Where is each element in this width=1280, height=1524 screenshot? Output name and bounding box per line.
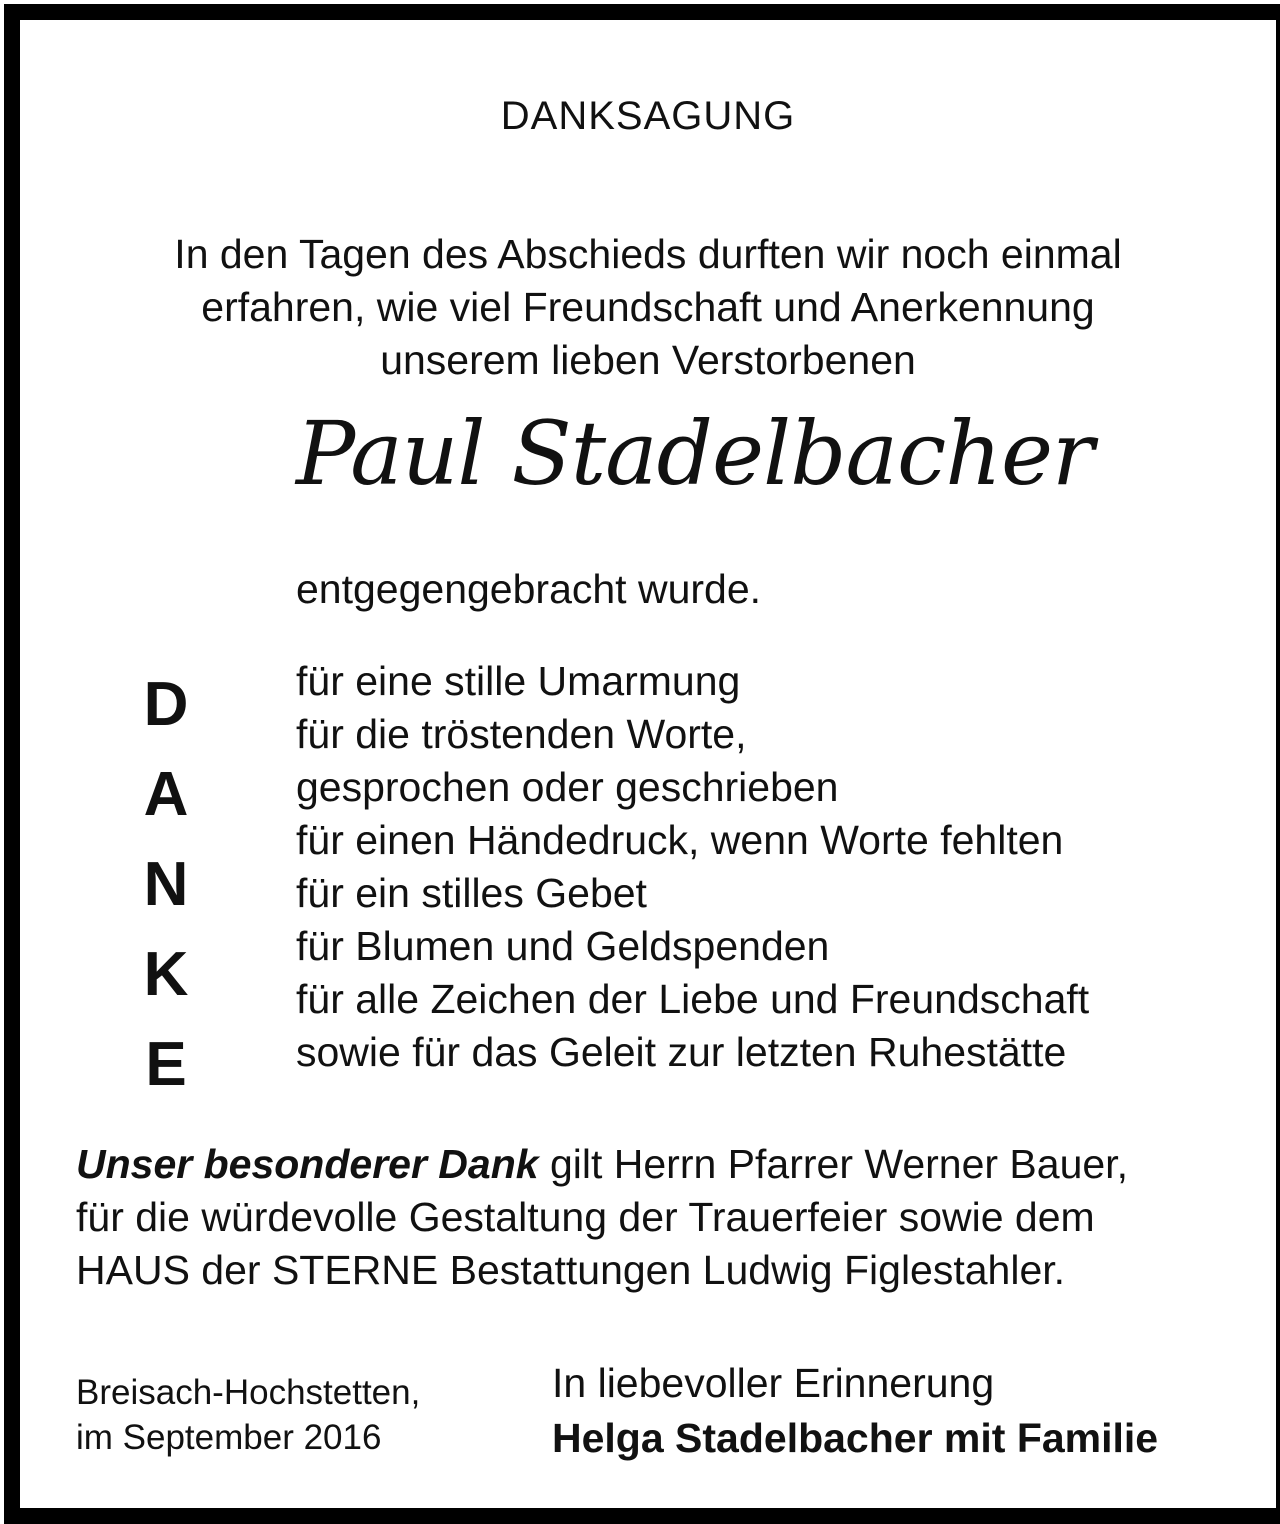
special-thanks-emphasis: Unser besonderer Dank [76,1141,539,1187]
intro-text [20,228,1276,387]
special-thanks-line: HAUS der STERNE Bestattungen Ludwig Figlestahler. [76,1247,1066,1293]
thanks-line: für einen Händedruck, wenn Worte fehlten [296,817,1064,863]
signature [552,1356,1158,1466]
intro-line: In den Tagen des Abschieds durften wir noch einmal [174,231,1122,277]
special-thanks-line: für die würdevolle Gestaltung der Trauerfeier sowie dem [76,1194,1095,1240]
memory-line: In liebevoller Erinnerung [552,1360,995,1406]
received-line: entgegengebracht wurde. [296,566,762,612]
place-date [76,1370,420,1460]
date: im September 2016 [76,1418,382,1457]
family-line: Helga Stadelbacher mit Familie [552,1415,1159,1461]
special-thanks-line1-rest: gilt Herrn Pfarrer Werner Bauer, [538,1141,1128,1187]
danke-acrostic [136,660,196,1110]
place: Breisach-Hochstetten, [76,1373,421,1412]
thanks-list [296,655,1089,1079]
thanks-line: für die tröstenden Worte, [296,711,747,757]
acrostic-letter: K [143,940,189,1009]
thanks-line: gesprochen oder geschrieben [296,764,839,810]
thanks-line: für ein stilles Gebet [296,870,647,916]
deceased-name: Paul Stadelbacher [296,402,1094,505]
acrostic-letter: A [143,760,189,829]
thanks-line: für Blumen und Geldspenden [296,923,830,969]
thanks-line: für eine stille Umarmung [296,658,741,704]
thanks-line: für alle Zeichen der Liebe und Freundschaft [296,976,1090,1022]
acrostic-letter: D [143,670,189,739]
intro-line: unserem lieben Verstorbenen [380,337,916,383]
acrostic-letter: E [145,1030,187,1099]
acrostic-letter: N [143,850,189,919]
intro-line: erfahren, wie viel Freundschaft und Anerkennung [201,284,1095,330]
notice-heading: DANKSAGUNG [500,94,796,138]
special-thanks-line [76,1138,1128,1191]
thanks-line: sowie für das Geleit zur letzten Ruhestätte [296,1029,1067,1075]
notice-frame [4,4,1280,1524]
special-thanks [76,1138,1128,1297]
